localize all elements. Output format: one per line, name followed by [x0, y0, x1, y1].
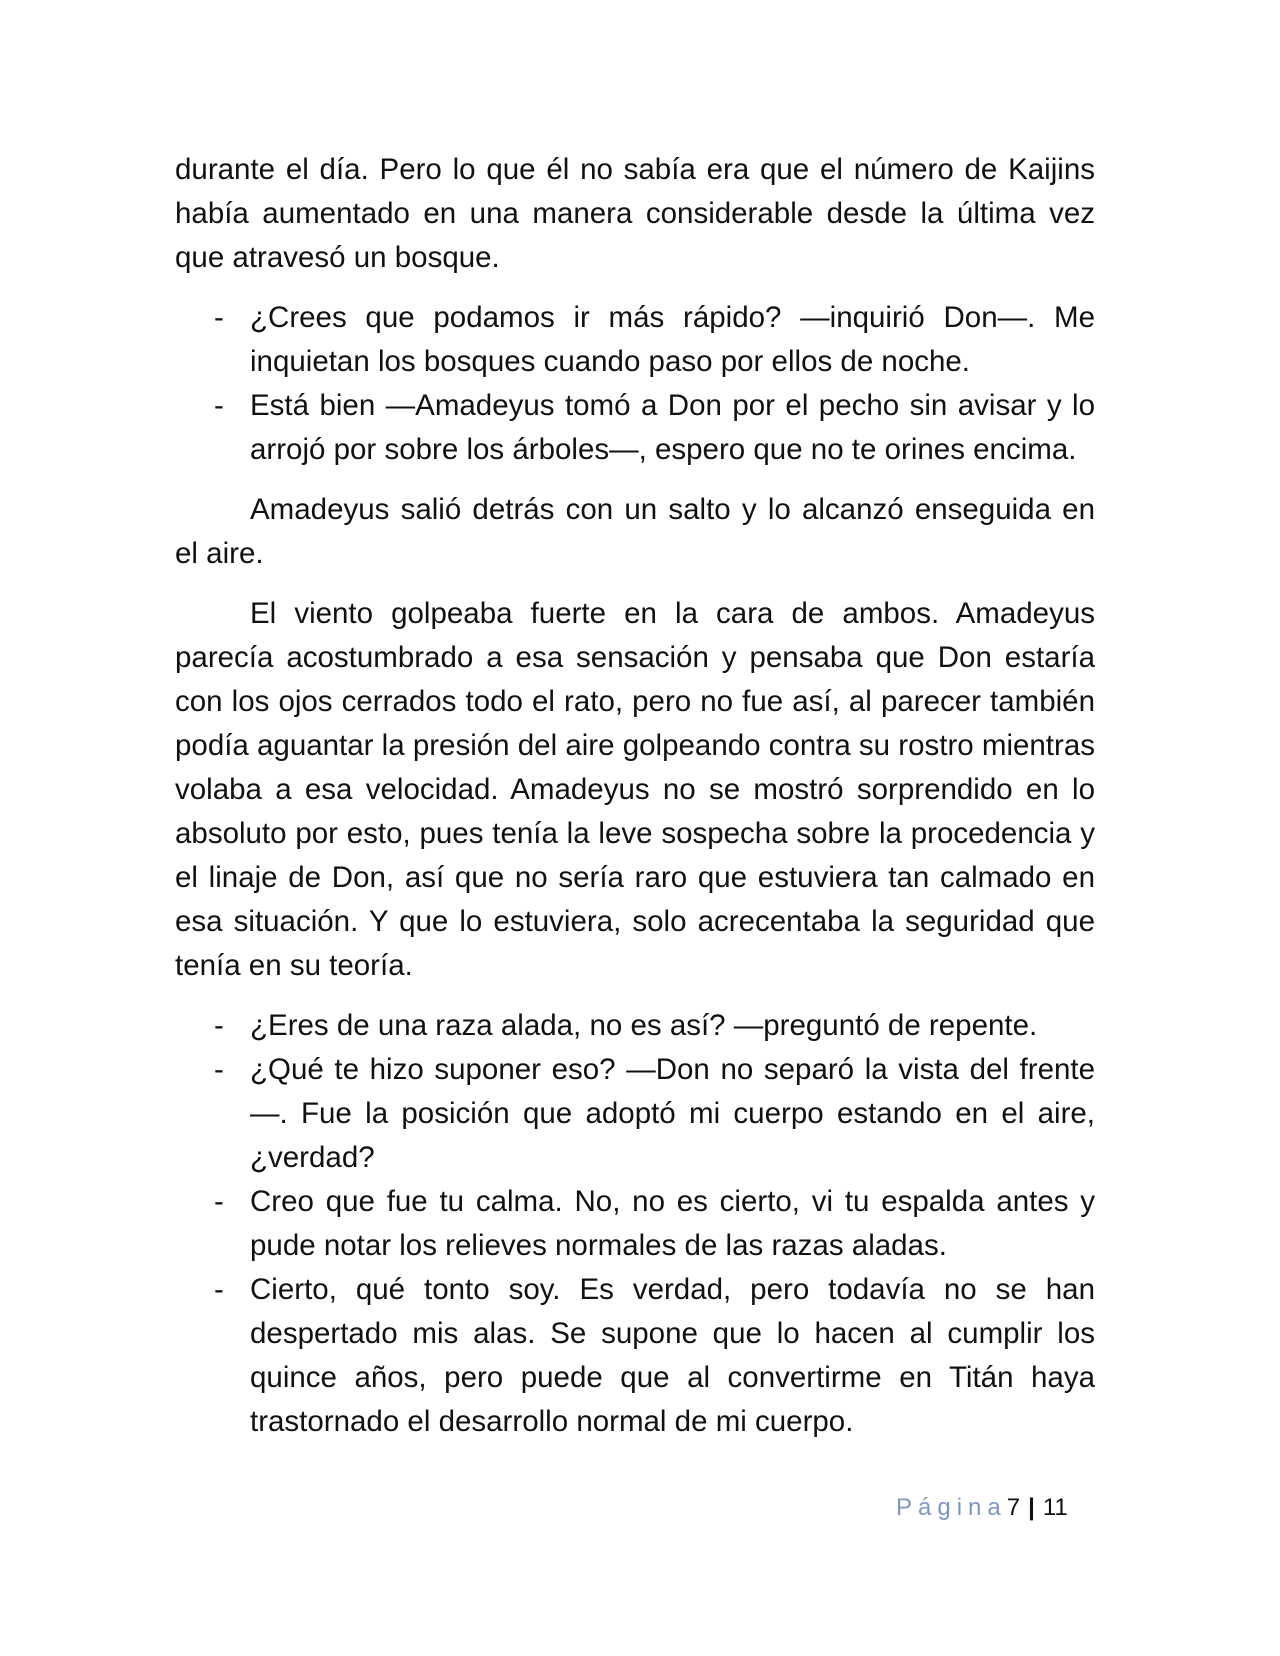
dialogue-list-1 [175, 296, 1095, 472]
page-separator: | [1028, 1494, 1035, 1521]
page-footer [896, 1493, 1068, 1523]
dialogue-line [175, 1180, 1095, 1268]
dialogue-dash: - [214, 389, 224, 422]
page-number: 7 [1006, 1494, 1021, 1521]
dialogue-line [175, 384, 1095, 472]
dialogue-dash: - [214, 1053, 224, 1086]
dialogue-line [175, 296, 1095, 384]
dialogue-line [175, 1268, 1095, 1444]
dialogue-text: Está bien —Amadeyus tomó a Don por el pecho sin avisar y lo arrojó por sobre los árboles—, espero que no te orines encima. [250, 389, 1095, 466]
dialogue-dash: - [214, 301, 224, 334]
paragraph-jump: Amadeyus salió detrás con un salto y lo alcanzó enseguida en el aire. [175, 493, 1095, 570]
dialogue-line [175, 1004, 1095, 1048]
page-body [175, 148, 1095, 1444]
total-pages: 11 [1042, 1494, 1068, 1521]
dialogue-text: ¿Eres de una raza alada, no es así? —preguntó de repente. [250, 1009, 1038, 1042]
page-label: Página [896, 1494, 1007, 1521]
dialogue-dash: - [214, 1009, 224, 1042]
dialogue-line [175, 1048, 1095, 1180]
dialogue-text: Creo que fue tu calma. No, no es cierto, vi tu espalda antes y pude notar los relieves normales de las razas aladas. [250, 1185, 1095, 1262]
paragraph-continuation: durante el día. Pero lo que él no sabía era que el número de Kaijins había aumentado en una manera considerable desde la última vez que atravesó un bosque. [175, 153, 1095, 274]
paragraph-wind: El viento golpeaba fuerte en la cara de ambos. Amadeyus parecía acostumbrado a esa sensación y pensaba que Don estaría con los ojos cerrados todo el rato, pero no fue así, al parecer también podía aguantar la presión del aire golpeando contra su rostro mientras volaba a esa velocidad. Amadeyus no se mostró sorprendido en lo absoluto por esto, pues tenía la leve sospecha sobre la procedencia y el linaje de Don, así que no sería raro que estuviera tan calmado en esa situación. Y que lo estuviera, solo acrecentaba la seguridad que tenía en su teoría. [175, 597, 1095, 982]
dialogue-dash: - [214, 1185, 224, 1218]
dialogue-list-2 [175, 1004, 1095, 1444]
dialogue-dash: - [214, 1273, 224, 1306]
dialogue-text: ¿Qué te hizo suponer eso? —Don no separó la vista del frente—. Fue la posición que adoptó mi cuerpo estando en el aire, ¿verdad? [250, 1053, 1095, 1174]
dialogue-text: ¿Crees que podamos ir más rápido? —inquirió Don—. Me inquietan los bosques cuando paso por ellos de noche. [250, 301, 1095, 378]
dialogue-text: Cierto, qué tonto soy. Es verdad, pero todavía no se han despertado mis alas. Se supone que lo hacen al cumplir los quince años, pero puede que al convertirme en Titán haya trastornado el desarrollo normal de mi cuerpo. [250, 1273, 1095, 1438]
